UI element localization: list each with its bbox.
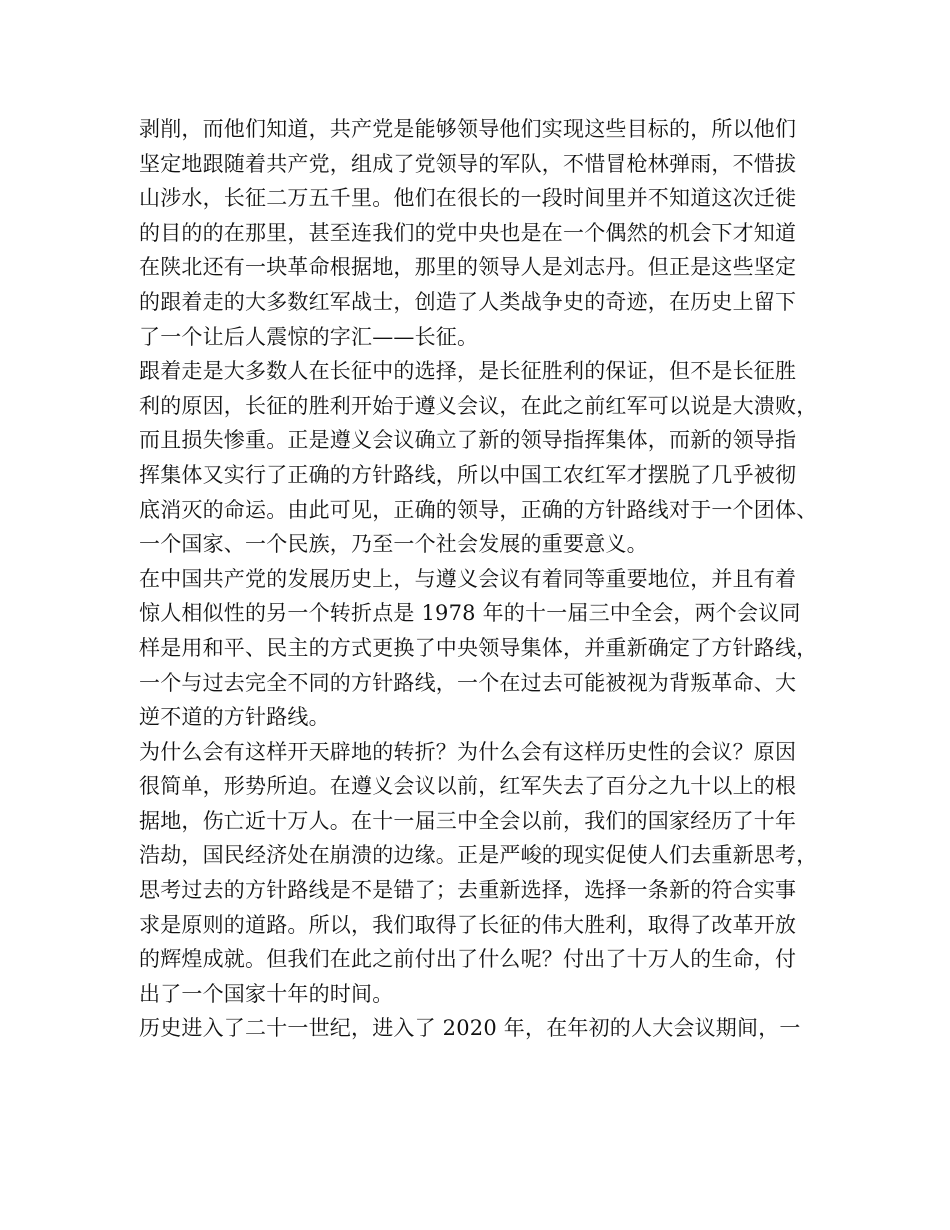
text-line: 跟着走是大多数人在长征中的选择，是长征胜利的保证，但不是长征胜 xyxy=(139,359,797,384)
text-line: 山涉水，长征二万五千里。他们在很长的一段时间里并不知道这次迁徙 xyxy=(139,186,797,211)
text-line: 浩劫，国民经济处在崩溃的边缘。正是严峻的现实促使人们去重新思考， xyxy=(139,843,818,868)
text-line: 而且损失惨重。正是遵义会议确立了新的领导指挥集体，而新的领导指 xyxy=(139,428,797,453)
text-line: 出了一个国家十年的时间。 xyxy=(139,981,394,1006)
text-line: 历史进入了二十一世纪，进入了 2020 年，在年初的人大会议期间，一 xyxy=(139,1016,801,1041)
text-line: 一个国家、一个民族，乃至一个社会发展的重要意义。 xyxy=(139,532,648,557)
text-line: 很简单，形势所迫。在遵义会议以前，红军失去了百分之九十以上的根 xyxy=(139,774,797,799)
text-line: 据地，伤亡近十万人。在十一届三中全会以前，我们的国家经历了十年 xyxy=(139,808,797,833)
text-line: 的目的的在那里，甚至连我们的党中央也是在一个偶然的机会下才知道 xyxy=(139,220,797,245)
text-line: 底消灭的命运。由此可见，正确的领导，正确的方针路线对于一个团体、 xyxy=(139,497,818,522)
text-line: 惊人相似性的另一个转折点是 1978 年的十一届三中全会，两个会议同 xyxy=(139,601,801,626)
text-line: 逆不道的方针路线。 xyxy=(139,705,330,730)
text-line: 在中国共产党的发展历史上，与遵义会议有着同等重要地位，并且有着 xyxy=(139,566,797,591)
text-line: 坚定地跟随着共产党，组成了党领导的军队，不惜冒枪林弹雨，不惜拔 xyxy=(139,151,797,176)
text-line: 挥集体又实行了正确的方针路线，所以中国工农红军才摆脱了几乎被彻 xyxy=(139,462,797,487)
text-line: 了一个让后人震惊的字汇——长征。 xyxy=(139,324,479,349)
text-line: 利的原因，长征的胜利开始于遵义会议，在此之前红军可以说是大溃败， xyxy=(139,393,818,418)
text-line: 样是用和平、民主的方式更换了中央领导集体，并重新确定了方针路线， xyxy=(139,635,818,660)
text-line: 一个与过去完全不同的方针路线，一个在过去可能被视为背叛革命、大 xyxy=(139,670,797,695)
document-body xyxy=(139,112,818,1046)
text-line: 在陕北还有一块革命根据地，那里的领导人是刘志丹。但正是这些坚定 xyxy=(139,255,797,280)
text-line: 思考过去的方针路线是不是错了；去重新选择，选择一条新的符合实事 xyxy=(139,878,797,903)
text-line: 的跟着走的大多数红军战士，创造了人类战争史的奇迹，在历史上留下 xyxy=(139,289,797,314)
text-line: 的辉煌成就。但我们在此之前付出了什么呢？付出了十万人的生命，付 xyxy=(139,947,797,972)
text-line: 求是原则的道路。所以，我们取得了长征的伟大胜利，取得了改革开放 xyxy=(139,912,797,937)
text-line: 剥削，而他们知道，共产党是能够领导他们实现这些目标的，所以他们 xyxy=(139,117,797,141)
text-line: 为什么会有这样开天辟地的转折？为什么会有这样历史性的会议？原因 xyxy=(139,739,797,764)
